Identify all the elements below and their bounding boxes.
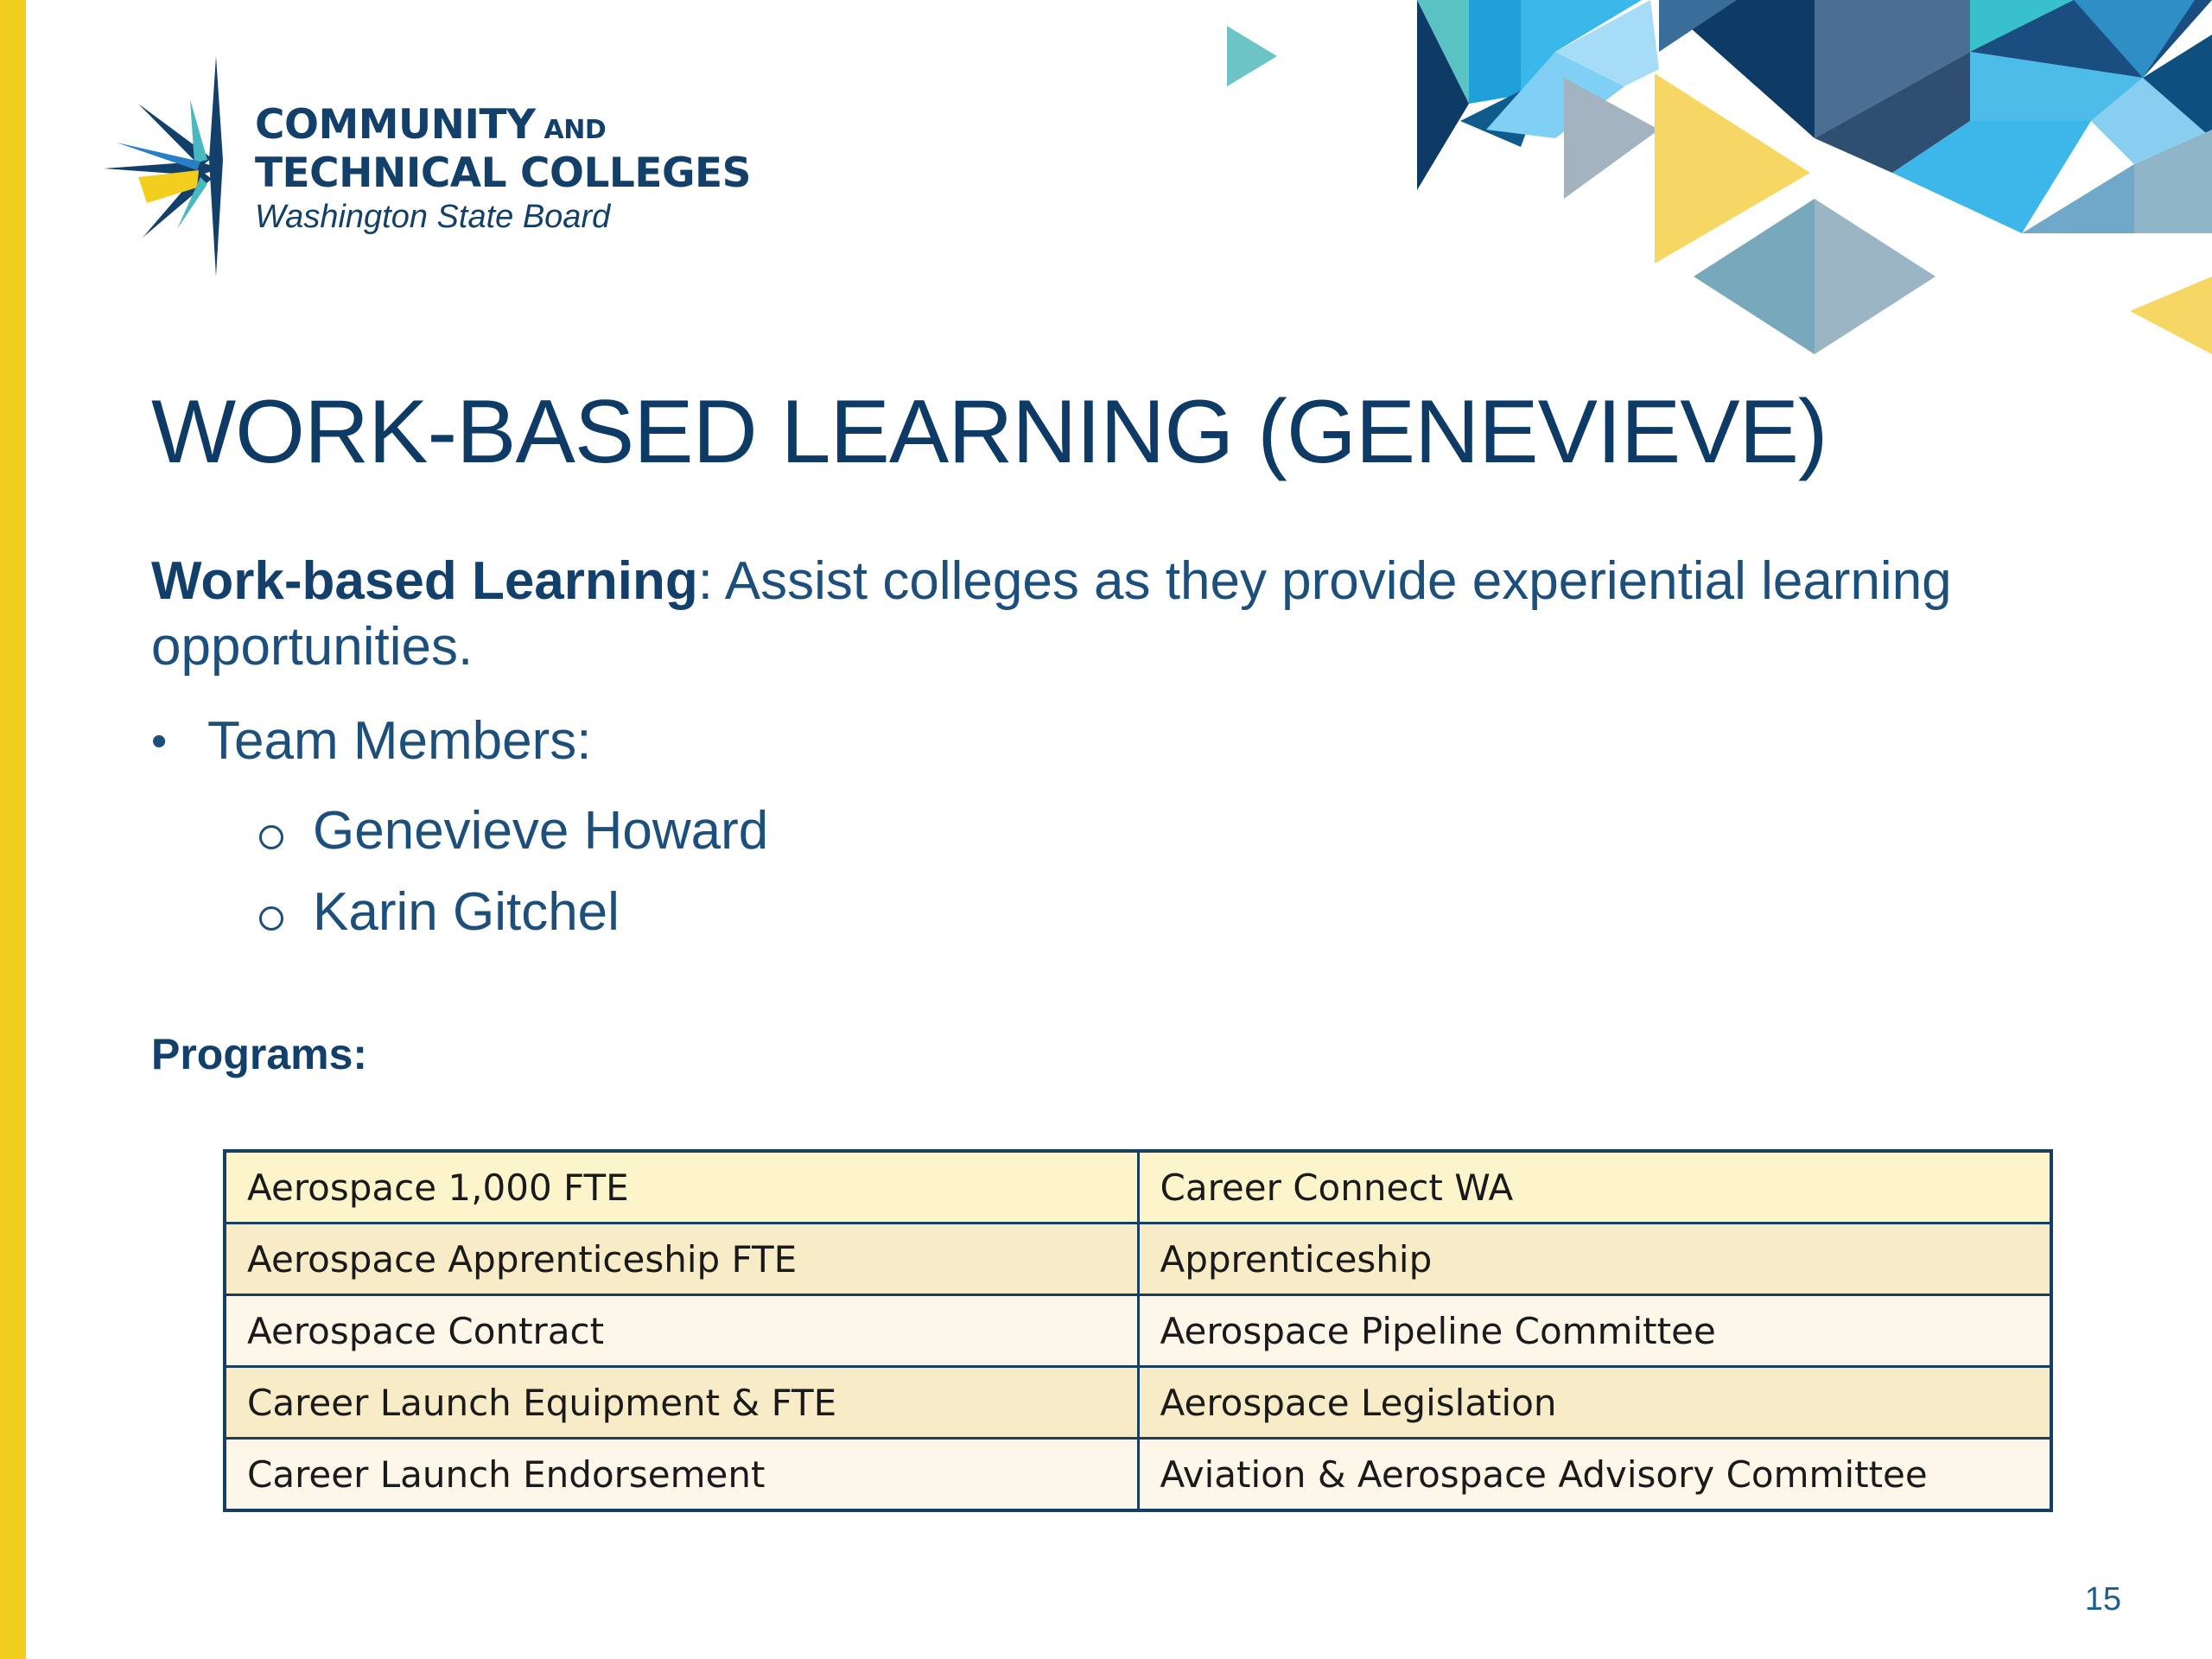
team-label: Team Members: xyxy=(207,711,592,771)
table-cell: Aerospace Pipeline Committee xyxy=(1138,1295,2051,1367)
intro-lead: Work-based Learning xyxy=(151,551,698,611)
team-member-name: Karin Gitchel xyxy=(313,882,620,942)
circle-bullet-icon xyxy=(259,825,283,849)
table-cell: Aerospace Legislation xyxy=(1138,1367,2051,1439)
table-cell: Career Launch Endorsement xyxy=(225,1439,1138,1511)
table-cell: Career Connect WA xyxy=(1138,1151,2051,1224)
bullet-icon: • xyxy=(151,716,168,766)
sbctc-logo xyxy=(104,56,751,289)
intro-text: : Assist colleges as they provide experiential learning opportunities. xyxy=(151,551,1952,677)
list-item xyxy=(259,791,768,872)
geometric-triangles-decoration xyxy=(1210,0,2212,363)
table-cell: Apprenticeship xyxy=(1138,1224,2051,1295)
table-cell: Aerospace 1,000 FTE xyxy=(225,1151,1138,1224)
intro-paragraph xyxy=(151,549,2095,680)
logo-line-2: TECHNICAL COLLEGES xyxy=(255,149,751,197)
compass-star-logo-icon xyxy=(104,56,251,281)
table-row xyxy=(225,1224,2051,1295)
circle-bullet-icon xyxy=(259,906,283,931)
programs-table xyxy=(223,1149,2053,1512)
logo-line-1: COMMUNITY AND xyxy=(255,101,607,149)
table-cell: Aerospace Apprenticeship FTE xyxy=(225,1224,1138,1295)
table-row xyxy=(225,1295,2051,1367)
table-cell: Career Launch Equipment & FTE xyxy=(225,1367,1138,1439)
team-members-list xyxy=(259,791,768,953)
list-item xyxy=(259,872,768,953)
logo-line-3: Washington State Board xyxy=(255,199,611,235)
table-row xyxy=(225,1439,2051,1511)
slide-title: WORK-BASED LEARNING (GENEVIEVE) xyxy=(151,382,1827,482)
team-member-name: Genevieve Howard xyxy=(313,801,769,861)
left-accent-bar xyxy=(0,0,26,1659)
table-row xyxy=(225,1367,2051,1439)
table-cell: Aerospace Contract xyxy=(225,1295,1138,1367)
team-section xyxy=(151,709,591,774)
page-number: 15 xyxy=(2084,1581,2121,1618)
table-row xyxy=(225,1151,2051,1224)
table-cell: Aviation & Aerospace Advisory Committee xyxy=(1138,1439,2051,1511)
programs-label: Programs: xyxy=(151,1030,368,1078)
